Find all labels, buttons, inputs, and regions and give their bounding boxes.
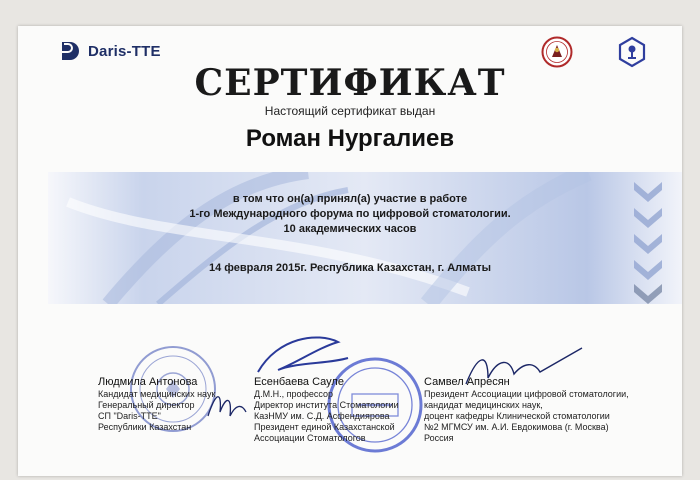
company-logo: [58, 40, 161, 62]
signer-2-line: Д.М.Н., профессор: [254, 389, 334, 399]
date-and-place: 14 февраля 2015г. Республика Казахстан, г. Алматы: [208, 262, 492, 274]
signer-3-line: кандидат медицинских наук,: [424, 400, 543, 410]
signer-3: [424, 376, 639, 444]
body-line-2: 1-го Международного форума по цифровой стоматологии.: [189, 208, 511, 220]
signer-3-line: Президент Ассоциации цифровой стоматологии,: [424, 389, 629, 399]
certificate-title: СЕРТИФИКАТ: [194, 62, 506, 104]
recipient-name: Роман Нургалиев: [245, 125, 455, 152]
body-line-1: в том что он(а) принял(а) участие в работе: [232, 193, 468, 205]
signer-2-line: Ассоциации Стоматологов: [254, 433, 366, 443]
certificate-subtitle: Настоящий сертификат выдан: [264, 104, 436, 118]
signer-1-line: СП "Daris-TTE": [98, 411, 161, 421]
signer-2-line: Директор института Стоматологии: [254, 400, 399, 410]
body-line-3: 10 академических часов: [283, 223, 417, 235]
signer-3-line: №2 МГМСУ им. А.И. Евдокимова (г. Москва): [424, 422, 609, 432]
signer-3-line: Россия: [424, 433, 454, 443]
signer-1-name: Людмила Антонова: [98, 376, 198, 388]
signer-1: [98, 376, 263, 433]
signer-1-line: Кандидат медицинских наук: [98, 389, 216, 399]
certificate-body: [18, 192, 682, 237]
signer-2-line: Президент единой Казахстанской: [254, 422, 395, 432]
signer-2-line: КазНМУ им. С.Д. Асфендиярова: [254, 411, 390, 421]
certificate-sheet: [18, 26, 682, 476]
signature-middle-icon: [248, 332, 358, 382]
signer-2: [254, 376, 419, 444]
signer-1-line: Республики Казахстан: [98, 422, 192, 432]
signer-1-line: Генеральный директор: [98, 400, 195, 410]
signer-2-name: Есенбаева Сауле: [254, 376, 344, 388]
logo-text: Daris-TTE: [88, 42, 161, 60]
signer-3-line: доцент кафедры Клинической стоматологии: [424, 411, 610, 421]
daris-logo-icon: [58, 40, 84, 62]
signer-3-name: Самвел Апресян: [424, 376, 510, 388]
